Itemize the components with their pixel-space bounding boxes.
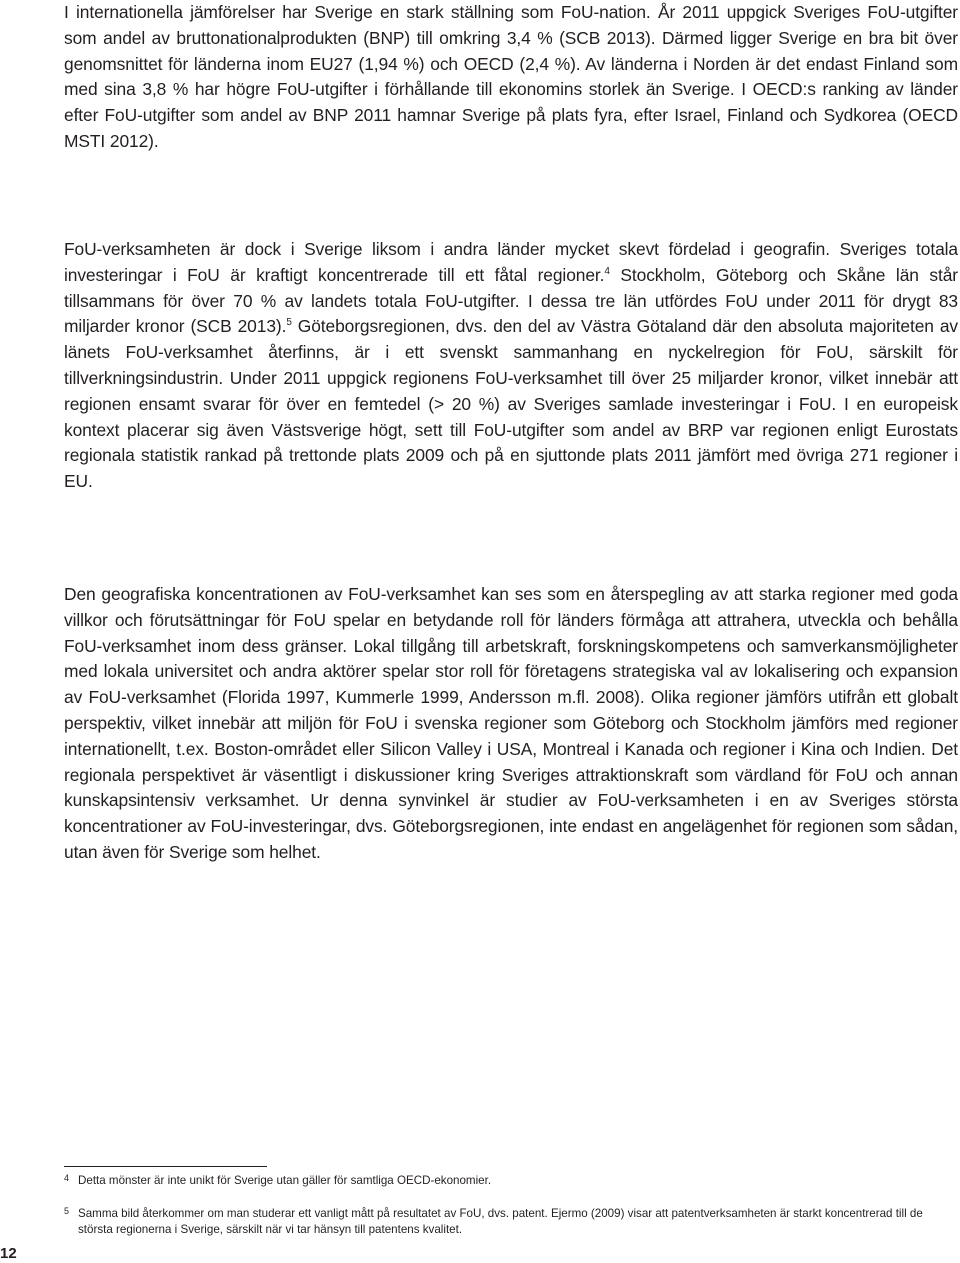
paragraph-intro: I internationella jämförelser har Sverige en stark ställning som FoU-nation. År 2011 uppgick Sveriges FoU-utgifter som andel av bruttonationalprodukten (BNP) till omkring 3,4 % (SCB 2013). Därmed ligger Sverige en bra bit över genomsnittet för länderna inom EU27 (1,94 %) och OECD (2,4 %). Av länderna i Norden är det endast Finland som med sina 3,8 % har högre FoU-utgifter i förhållande till ekonomins storlek än Sverige. I OECD:s ranking av länder efter FoU-utgifter som andel av BNP 2011 hamnar Sverige på plats fyra, efter Israel, Finland och Sydkorea (OECD MSTI 2012). — [64, 2, 958, 151]
footnote-ref-4[interactable]: 4 — [604, 265, 610, 277]
paragraph-regional-concentration — [64, 237, 958, 495]
paragraph-text: FoU-verksamheten är dock i Sverige liksom i andra länder mycket skevt fördelad i geografin. Sveriges totala investeringar i FoU är kraftigt koncentrerade till ett fåtal regioner. — [64, 239, 958, 285]
footnote-text: Samma bild återkommer om man studerar ett vanligt mått på resultatet av FoU, dvs. patent. Ejermo (2009) visar att patentverksamheten är starkt koncentrerad till de största regionerna i Sverige, särskilt när vi tar hänsyn till patentens kvalitet. — [78, 1207, 923, 1236]
footnote-number: 4 — [64, 1173, 70, 1183]
footnote-ref-5[interactable]: 5 — [286, 317, 292, 329]
paragraph-text: Stockholm, Göteborg och Skåne län står tillsammans för över 70 % av landets totala FoU-utgifter. I dessa tre län utfördes FoU under 2011 för drygt 83 miljarder kronor (SCB 2013). — [64, 264, 958, 337]
paragraph-text: Göteborgsregionen, dvs. den del av Västra Götaland där den absoluta majoriteten av länets FoU-verksamhet återfinns, är i ett svenskt sammanhang en nyckelregion för FoU, särskilt för tillverkningsindustrin. Under 2011 uppgick regionens FoU-verksamhet till över 25 miljarder kronor, vilket innebär att regionen ensamt svarar för över en femtedel (> 20 %) av Sveriges samlade investeringar i FoU. I en europeisk kontext placerar sig även Västsverige högt, sett till FoU-utgifter som andel av BRP var regionen enligt Eurostats regionala statistik rankad på trettonde plats 2009 och på en sjuttonde plats 2011 jämfört med övriga 271 regioner i EU. — [64, 316, 958, 492]
footnote-divider — [64, 1166, 267, 1167]
paragraph-geographic-concentration: Den geografiska koncentrationen av FoU-verksamhet kan ses som en återspegling av att starka regioner med goda villkor och förutsättningar för FoU spelar en betydande roll för länders förmåga att attrahera, utveckla och behålla FoU-verksamhet inom dess gränser. Lokal tillgång till arbetskraft, forskningskompetens och samverkansmöjligheter med lokala universitet och andra aktörer spelar stor roll för företagens strategiska val av lokalisering och expansion av FoU-verksamhet (Florida 1997, Kummerle 1999, Andersson m.fl. 2008). Olika regioner jämförs utifrån ett globalt perspektiv, vilket innebär att miljön för FoU i svenska regioner som Göteborg och Stockholm jämförs med regioner internationellt, t.ex. Boston-området eller Silicon Valley i USA, Montreal i Kanada och regioner i Kina och Indien. Det regionala perspektivet är väsentligt i diskussioner kring Sveriges attraktionskraft som värdland för FoU och annan kunskapsintensiv verksamhet. Ur denna synvinkel är studier av FoU-verksamheten i en av Sveriges största koncentrationer av FoU-investeringar, dvs. Göteborgsregionen, inte endast en angelägenhet för regionen som sådan, utan även för Sverige som helhet. — [64, 584, 958, 862]
footnote-number: 5 — [64, 1206, 70, 1216]
footnote-5 — [64, 1206, 944, 1238]
footnote-text: Detta mönster är inte unikt för Sverige utan gäller för samtliga OECD-ekonomier. — [78, 1174, 492, 1187]
footnote-4 — [64, 1173, 944, 1189]
page-number: 12 — [0, 1245, 17, 1262]
